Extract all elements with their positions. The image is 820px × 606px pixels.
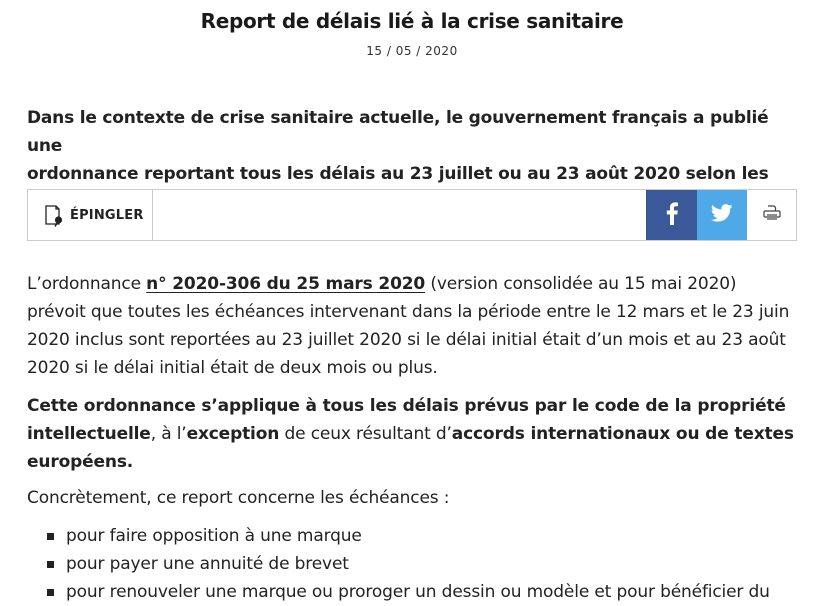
paragraph-text: L’ordonnance [27, 274, 147, 294]
twitter-icon [711, 204, 733, 226]
article-body [27, 270, 797, 606]
square-bullet-icon [47, 589, 54, 596]
paragraph-text: (version consolidée au 15 mai 2020) prévoit que toutes les échéances intervenant dans la période entre le 12 mars et le 23 juin 2020 inclus sont reportées au 23 juillet 2020 si le délai initial était d’un mois et au 23 août 2020 si le délai initial était de deux mois ou plus. [27, 274, 790, 378]
pin-button[interactable] [28, 190, 153, 240]
twitter-share-button[interactable] [697, 190, 747, 240]
print-icon [762, 204, 782, 226]
lead-line-1: Dans le contexte de crise sanitaire actuelle, le gouvernement français a publié une [27, 108, 769, 156]
lead-line-2: ordonnance reportant tous les délais au 23 juillet ou au 23 août 2020 selon les [27, 164, 769, 184]
list-item-text: pour renouveler une marque ou proroger un dessin ou modèle et pour bénéficier du [66, 582, 770, 602]
bold-text: accords internationaux ou de textes européens. [27, 424, 794, 472]
paragraph-text: de ceux résultant d’ [279, 424, 452, 444]
paragraph-ordonnance [27, 270, 797, 382]
paragraph-text: , à l’ [150, 424, 187, 444]
deadline-list [27, 522, 797, 606]
paragraph-scope [27, 392, 797, 476]
list-item-text: pour payer une annuité de brevet [66, 554, 349, 574]
bold-text: exception [186, 424, 280, 444]
list-item [27, 522, 797, 550]
square-bullet-icon [47, 533, 54, 540]
pin-label: ÉPINGLER [70, 207, 144, 223]
bold-text: Cette ordonnance s’applique à tous les délais prévus par le code de la propriété intellectuelle [27, 396, 786, 444]
facebook-share-button[interactable] [646, 190, 697, 240]
list-item [27, 550, 797, 578]
share-toolbar [27, 189, 797, 241]
print-button[interactable] [747, 190, 796, 240]
ordonnance-link[interactable]: n° 2020-306 du 25 mars 2020 [146, 274, 426, 294]
square-bullet-icon [47, 561, 54, 568]
page-title: Report de délais lié à la crise sanitaire [200, 9, 624, 33]
pin-document-icon [43, 203, 65, 227]
facebook-icon [665, 201, 679, 229]
list-item-text: pour faire opposition à une marque [66, 526, 362, 546]
paragraph-concretely: Concrètement, ce report concerne les échéances : [27, 488, 450, 508]
publication-date: 15 / 05 / 2020 [366, 44, 458, 58]
